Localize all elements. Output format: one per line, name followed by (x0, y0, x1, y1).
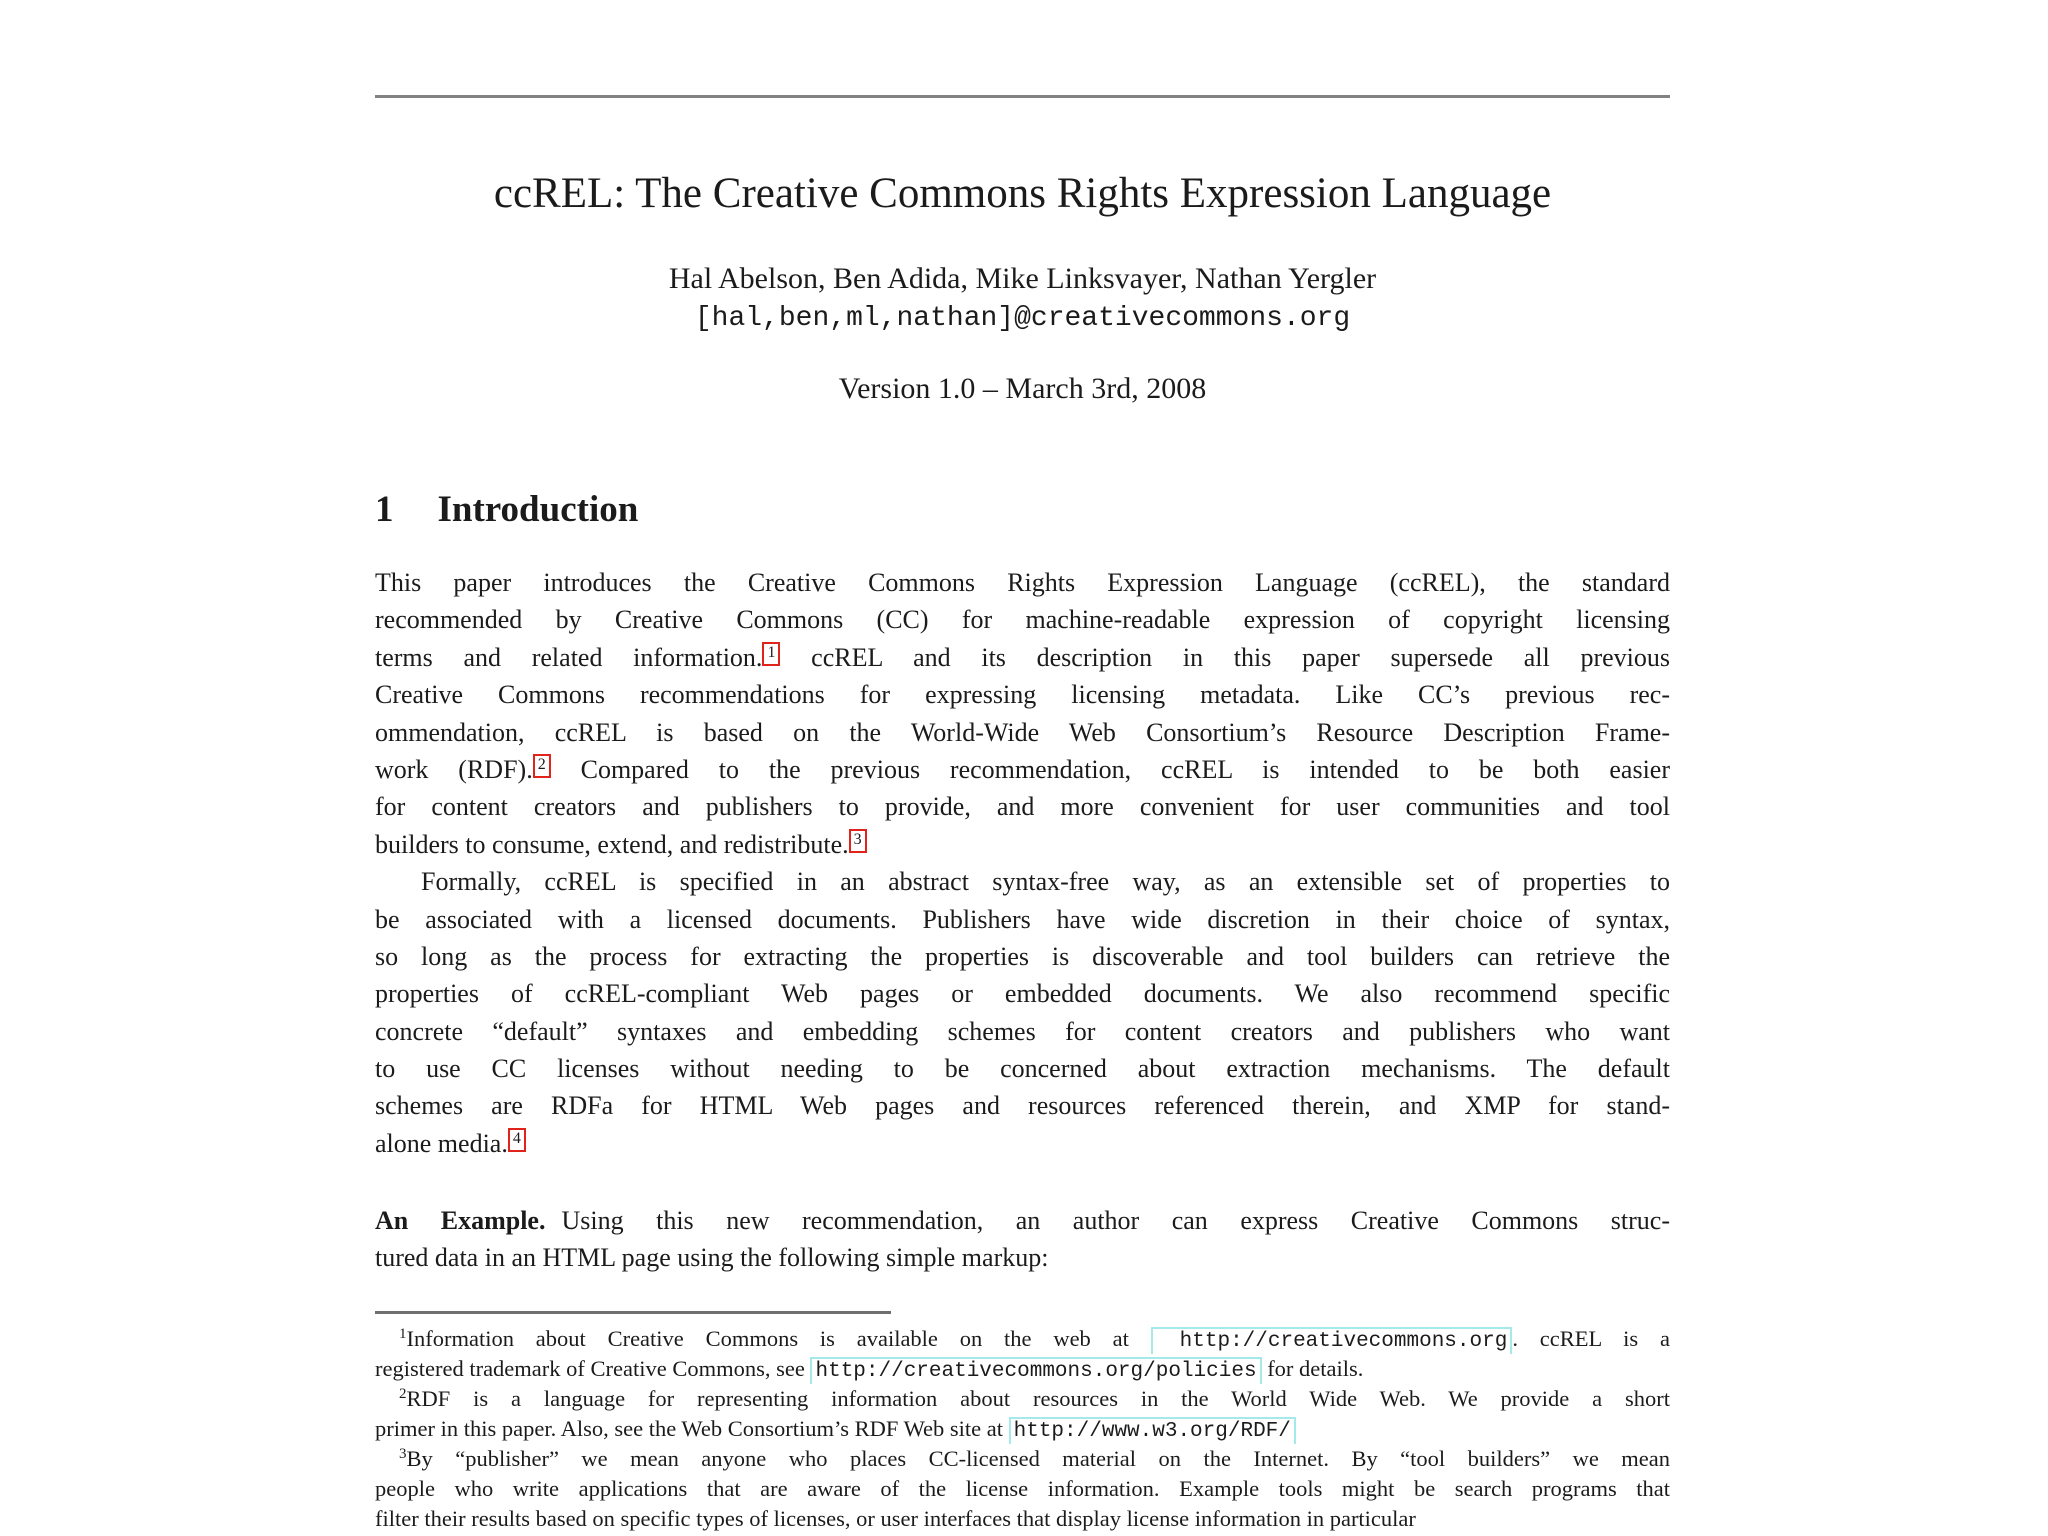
text-run: Formally, ccREL is specified in an abstract syntax-free way, as an extensible set of properties to (421, 867, 1670, 897)
text-run: properties of ccREL-compliant Web pages or embedded documents. We also recommend specific (375, 979, 1670, 1009)
text-line (375, 1202, 1670, 1239)
text-run: tured data in an HTML page using the following simple markup: (375, 1243, 1049, 1273)
text-line (375, 1324, 1670, 1354)
text-run: schemes are RDFa for HTML Web pages and resources referenced therein, and XMP for stand- (375, 1091, 1670, 1121)
url-link[interactable]: http://creativecommons.org/policies (810, 1357, 1261, 1384)
text-run: for content creators and publishers to provide, and more convenient for user communities and tool (375, 792, 1670, 822)
footnote-ref[interactable]: 2 (533, 754, 551, 778)
text-run: to use CC licenses without needing to be concerned about extraction mechanisms. The default (375, 1054, 1670, 1084)
page-title: ccREL: The Creative Commons Rights Expression Language (493, 170, 1552, 217)
text-run: work (RDF). (375, 754, 533, 784)
text-line (375, 1087, 1670, 1124)
example-paragraph (375, 1202, 1670, 1277)
text-line (375, 826, 1670, 863)
text-run: terms and related information. (375, 642, 763, 672)
text-run: so long as the process for extracting the properties is discoverable and tool builders can retrieve the (375, 941, 1670, 971)
text-line (375, 1474, 1670, 1504)
text-line (375, 938, 1670, 975)
text-line (375, 901, 1670, 938)
text-line (375, 788, 1670, 825)
version-line: Version 1.0 – March 3rd, 2008 (838, 372, 1207, 405)
text-line (375, 564, 1670, 601)
footnote-ref[interactable]: 4 (508, 1128, 526, 1152)
footnote-ref[interactable]: 3 (849, 829, 867, 853)
paragraph (375, 564, 1670, 863)
authors-email: [hal,ben,ml,nathan]@creativecommons.org (694, 303, 1351, 334)
text-run: Creative Commons recommendations for expressing licensing metadata. Like CC’s previous rec- (375, 680, 1670, 710)
text-line (375, 1504, 1670, 1534)
footnote-3 (375, 1444, 1670, 1534)
text-line (375, 863, 1670, 900)
section-title: Introduction (437, 489, 639, 530)
text-line (375, 1444, 1670, 1474)
url-link[interactable]: http://creativecommons.org (1151, 1327, 1513, 1354)
text-run: concrete “default” syntaxes and embedding schemes for content creators and publishers who want (375, 1016, 1670, 1046)
text-run: ommendation, ccREL is based on the World-Wide Web Consortium’s Resource Description Frame- (375, 717, 1670, 747)
run-in-heading: An Example. (375, 1206, 546, 1235)
footnote-rule (375, 1311, 891, 1314)
text-run: By “publisher” we mean anyone who places CC-licensed material on the Internet. By “tool builders” we mean (406, 1446, 1670, 1471)
text-run: . ccREL is a (1512, 1326, 1670, 1351)
text-line (375, 751, 1670, 788)
section-heading (375, 488, 638, 531)
introduction-body (375, 564, 1670, 1162)
header-rule (375, 95, 1670, 98)
text-line (375, 639, 1670, 676)
text-run: filter their results based on specific types of licenses, or user interfaces that display license information in particular (375, 1506, 1416, 1531)
text-run: recommended by Creative Commons (CC) for machine-readable expression of copyright licensing (375, 605, 1670, 635)
text-run: ccREL and its description in this paper supersede all previous (780, 642, 1670, 672)
footnote-number: 2 (399, 1386, 407, 1402)
section-number: 1 (375, 489, 394, 530)
footnote-number: 1 (399, 1326, 407, 1342)
text-run: alone media. (375, 1128, 508, 1158)
text-line (375, 1125, 1670, 1162)
text-line (375, 1354, 1670, 1384)
text-run: builders to consume, extend, and redistribute. (375, 829, 849, 859)
url-link[interactable]: http://www.w3.org/RDF/ (1009, 1417, 1296, 1444)
text-line (375, 1013, 1670, 1050)
text-run: Compared to the previous recommendation, ccREL is intended to be both easier (550, 754, 1670, 784)
text-run: This paper introduces the Creative Commons Rights Expression Language (ccREL), the standard (375, 568, 1670, 597)
text-line (375, 1384, 1670, 1414)
text-run: primer in this paper. Also, see the Web Consortium’s RDF Web site at (375, 1416, 1009, 1441)
footnote-1 (375, 1324, 1670, 1384)
text-line (375, 975, 1670, 1012)
text-line (375, 714, 1670, 751)
footnote-2 (375, 1384, 1670, 1444)
text-line (375, 1414, 1670, 1444)
text-run: people who write applications that are aware of the license information. Example tools might be search programs that (375, 1476, 1670, 1501)
text-line (375, 676, 1670, 713)
text-run: Using this new recommendation, an author can express Creative Commons struc- (561, 1206, 1670, 1235)
paragraph (375, 863, 1670, 1162)
text-run: Information about Creative Commons is available on the web at (406, 1326, 1151, 1351)
text-run: registered trademark of Creative Commons, see (375, 1356, 811, 1381)
footnote-number: 3 (399, 1446, 407, 1462)
text-run: RDF is a language for representing information about resources in the World Wide Web. We provide a short (406, 1386, 1670, 1411)
text-run: be associated with a licensed documents. Publishers have wide discretion in their choice of syntax, (375, 904, 1670, 934)
text-line (375, 601, 1670, 638)
text-run: for details. (1261, 1356, 1364, 1381)
text-line (375, 1239, 1670, 1276)
text-line (375, 1050, 1670, 1087)
footnote-ref[interactable]: 1 (762, 642, 780, 666)
authors-line: Hal Abelson, Ben Adida, Mike Linksvayer, Nathan Yergler (668, 262, 1377, 295)
footnotes-area (375, 1324, 1670, 1534)
